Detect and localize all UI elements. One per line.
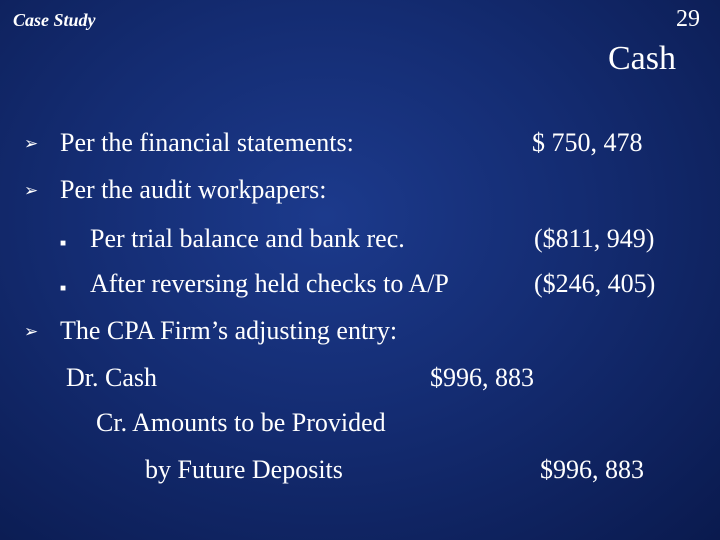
bullet-text: Per the financial statements: [60,128,354,157]
credit-label-line1: Cr. Amounts to be Provided [96,408,386,437]
sub-bullet-value: ($811, 949) [534,224,655,253]
sub-bullet-text: After reversing held checks to A/P [90,269,449,298]
slide-title: Cash [608,40,676,77]
case-study-label: Case Study [13,10,96,30]
sub-bullet-value: ($246, 405) [534,269,656,298]
bullet-text: Per the audit workpapers: [60,175,327,204]
square-bullet-icon: ■ [60,283,67,294]
credit-label-line2: by Future Deposits [145,455,343,484]
debit-amount: $996, 883 [430,363,534,392]
sub-bullet-text: Per trial balance and bank rec. [90,224,405,253]
credit-amount: $996, 883 [540,455,644,484]
arrow-bullet-icon: ➢ [24,322,39,341]
slide-number: 29 [676,6,700,32]
arrow-bullet-icon: ➢ [24,181,39,200]
debit-label: Dr. Cash [66,363,157,392]
bullet-value: $ 750, 478 [532,128,643,157]
bullet-text: The CPA Firm’s adjusting entry: [60,316,398,345]
square-bullet-icon: ■ [60,238,67,249]
arrow-bullet-icon: ➢ [24,134,39,153]
